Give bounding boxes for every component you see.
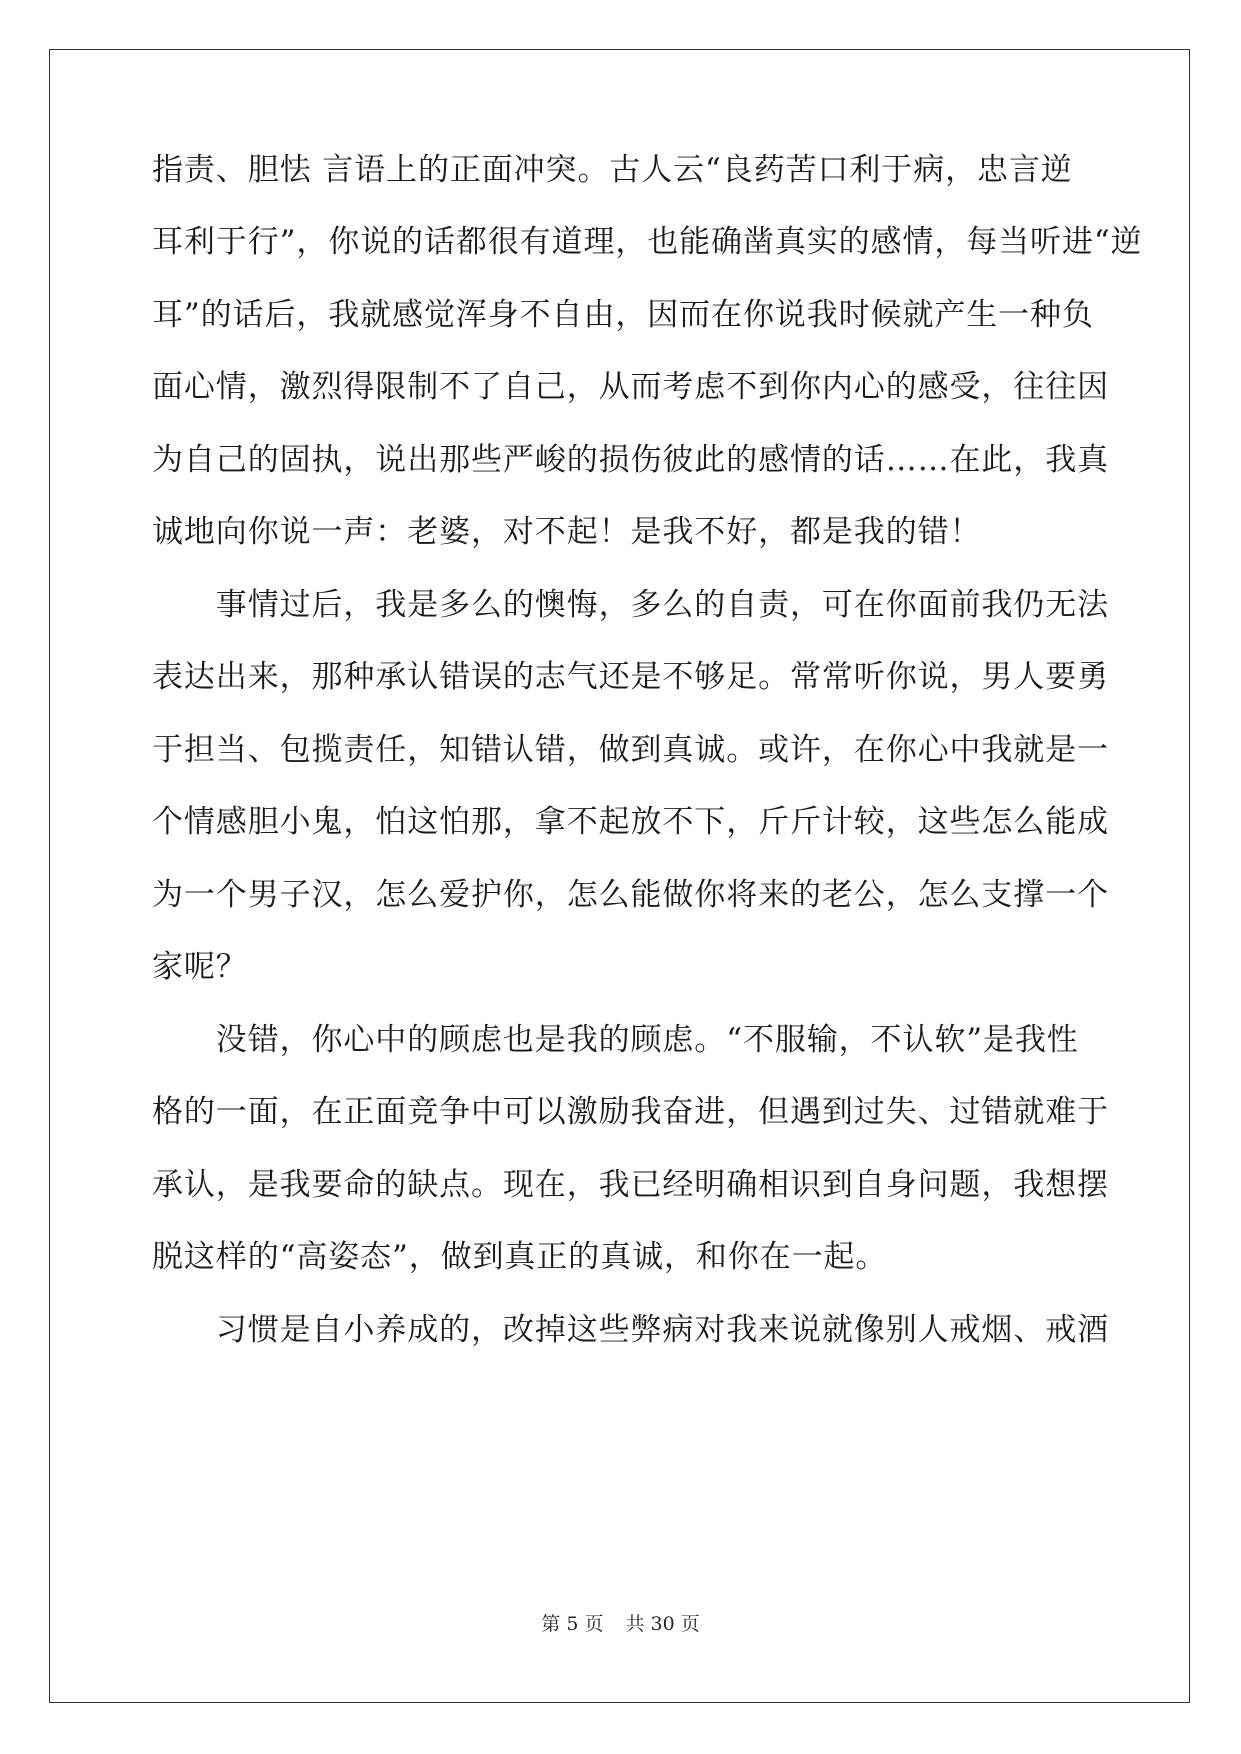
text-line: 为自己的固执，说出那些严峻的损伤彼此的感情的话……在此，我真 (152, 442, 1109, 478)
text-line: 指责、胆怯 言语上的正面冲突。古人云“良药苦口利于病，忠言逆 (152, 152, 1073, 188)
text-line: 于担当、包揽责任，知错认错，做到真诚。或许，在你心中我就是一 (152, 732, 1109, 768)
text-line: 没错，你心中的顾虑也是我的顾虑。“不服输，不认软”是我性 (152, 1022, 1079, 1058)
text-line: 习惯是自小养成的，改掉这些弊病对我来说就像别人戒烟、戒酒 (152, 1312, 1109, 1348)
page-footer (0, 1612, 1241, 1636)
text-line: 表达出来，那种承认错误的志气还是不够足。常常听你说，男人要勇 (152, 659, 1109, 695)
text-line: 家呢？ (152, 949, 248, 985)
text-line: 格的一面，在正面竞争中可以激励我奋进，但遇到过失、过错就难于 (152, 1094, 1109, 1130)
text-line: 面心情，激烈得限制不了自己，从而考虑不到你内心的感受，往往因 (152, 369, 1109, 405)
page-total: 共 30 页 (625, 1613, 700, 1635)
page-number: 第 5 页 (541, 1613, 604, 1635)
text-line: 个情感胆小鬼，怕这怕那，拿不起放不下，斤斤计较，这些怎么能成 (152, 804, 1109, 840)
text-line: 诚地向你说一声：老婆，对不起！是我不好，都是我的错！ (152, 514, 982, 550)
text-line: 耳利于行”，你说的话都很有道理，也能确凿真实的感情，每当听进“逆 (152, 224, 1143, 260)
text-line: 承认，是我要命的缺点。现在，我已经明确相识到自身问题，我想摆 (152, 1167, 1109, 1203)
text-line: 耳”的话后，我就感觉浑身不自由，因而在你说我时候就产生一种负 (152, 297, 1094, 333)
text-line: 事情过后，我是多么的懊悔，多么的自责，可在你面前我仍无法 (152, 587, 1109, 623)
text-line: 为一个男子汉，怎么爱护你，怎么能做你将来的老公，怎么支撑一个 (152, 877, 1109, 913)
text-line: 脱这样的“高姿态”，做到真正的真诚，和你在一起。 (152, 1239, 888, 1275)
